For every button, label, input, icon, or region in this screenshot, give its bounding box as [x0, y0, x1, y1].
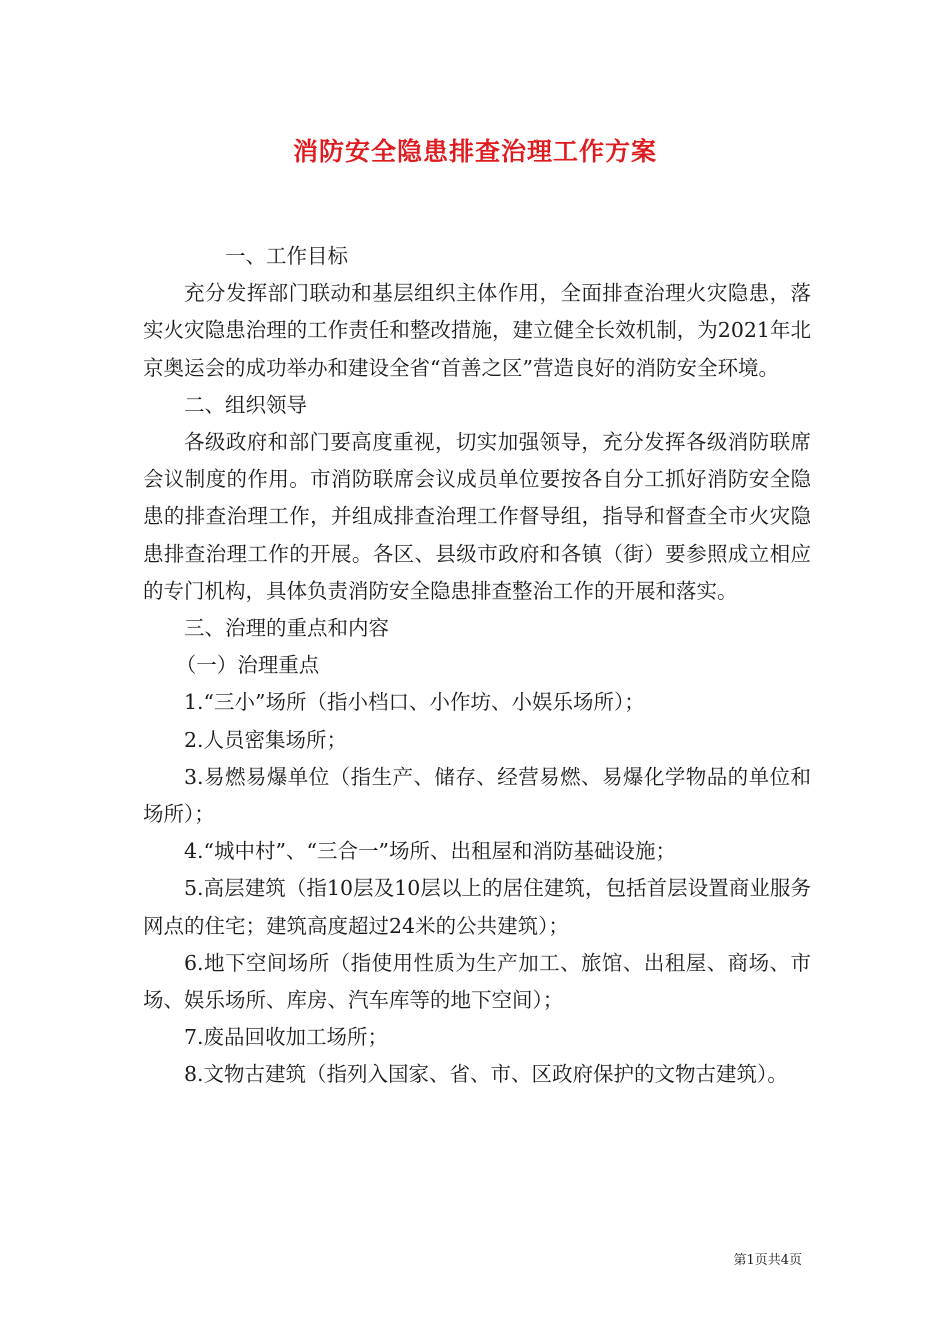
subsection-heading-focus: （一）治理重点 [175, 653, 320, 678]
list-item: 1.“三小”场所（指小档口、小作坊、小娱乐场所）； [184, 690, 645, 715]
list-item: 2.人员密集场所； [184, 727, 348, 752]
list-item: 3.易燃易爆单位（指生产、储存、经营易燃、易爆化学物品的单位和场所）； [143, 764, 811, 827]
list-item: 8.文物古建筑（指列入国家、省、市、区政府保护的文物古建筑）。 [184, 1062, 788, 1087]
list-item: 6.地下空间场所（指使用性质为生产加工、旅馆、出租屋、商场、市场、娱乐场所、库房、汽车库等的地下空间）； [143, 950, 811, 1013]
section-heading-leadership: 二、组织领导 [184, 392, 307, 417]
document-body [143, 238, 811, 1094]
section-heading-focus: 三、治理的重点和内容 [184, 616, 389, 641]
page-indicator: 第1页共4页 [733, 1253, 802, 1268]
section-heading-goals: 一、工作目标 [225, 244, 348, 268]
paragraph-leadership: 各级政府和部门要高度重视，切实加强领导，充分发挥各级消防联席会议制度的作用。市消防联席会议成员单位要按各自分工抓好消防安全隐患的排查治理工作，并组成排查治理工作督导组，指导和督查全市火灾隐患排查治理工作的开展。各区、县级市政府和各镇（街）要参照成立相应的专门机构，具体负责消防安全隐患排查整治工作的开展和落实。 [143, 430, 811, 603]
list-item: 5.高层建筑（指10层及10层以上的居住建筑，包括首层设置商业服务网点的住宅；建筑高度超过24米的公共建筑）； [143, 876, 811, 938]
document-title: 消防安全隐患排查治理工作方案 [292, 137, 657, 166]
paragraph-goals: 充分发挥部门联动和基层组织主体作用，全面排查治理火灾隐患，落实火灾隐患治理的工作责任和整改措施，建立健全长效机制，为2021年北京奥运会的成功举办和建设全省“首善之区”营造良好的消防安全环境。 [143, 281, 811, 380]
list-item: 7.废品回收加工场所； [184, 1025, 389, 1050]
list-item: 4.“城中村”、“三合一”场所、出租屋和消防基础设施； [184, 839, 676, 864]
